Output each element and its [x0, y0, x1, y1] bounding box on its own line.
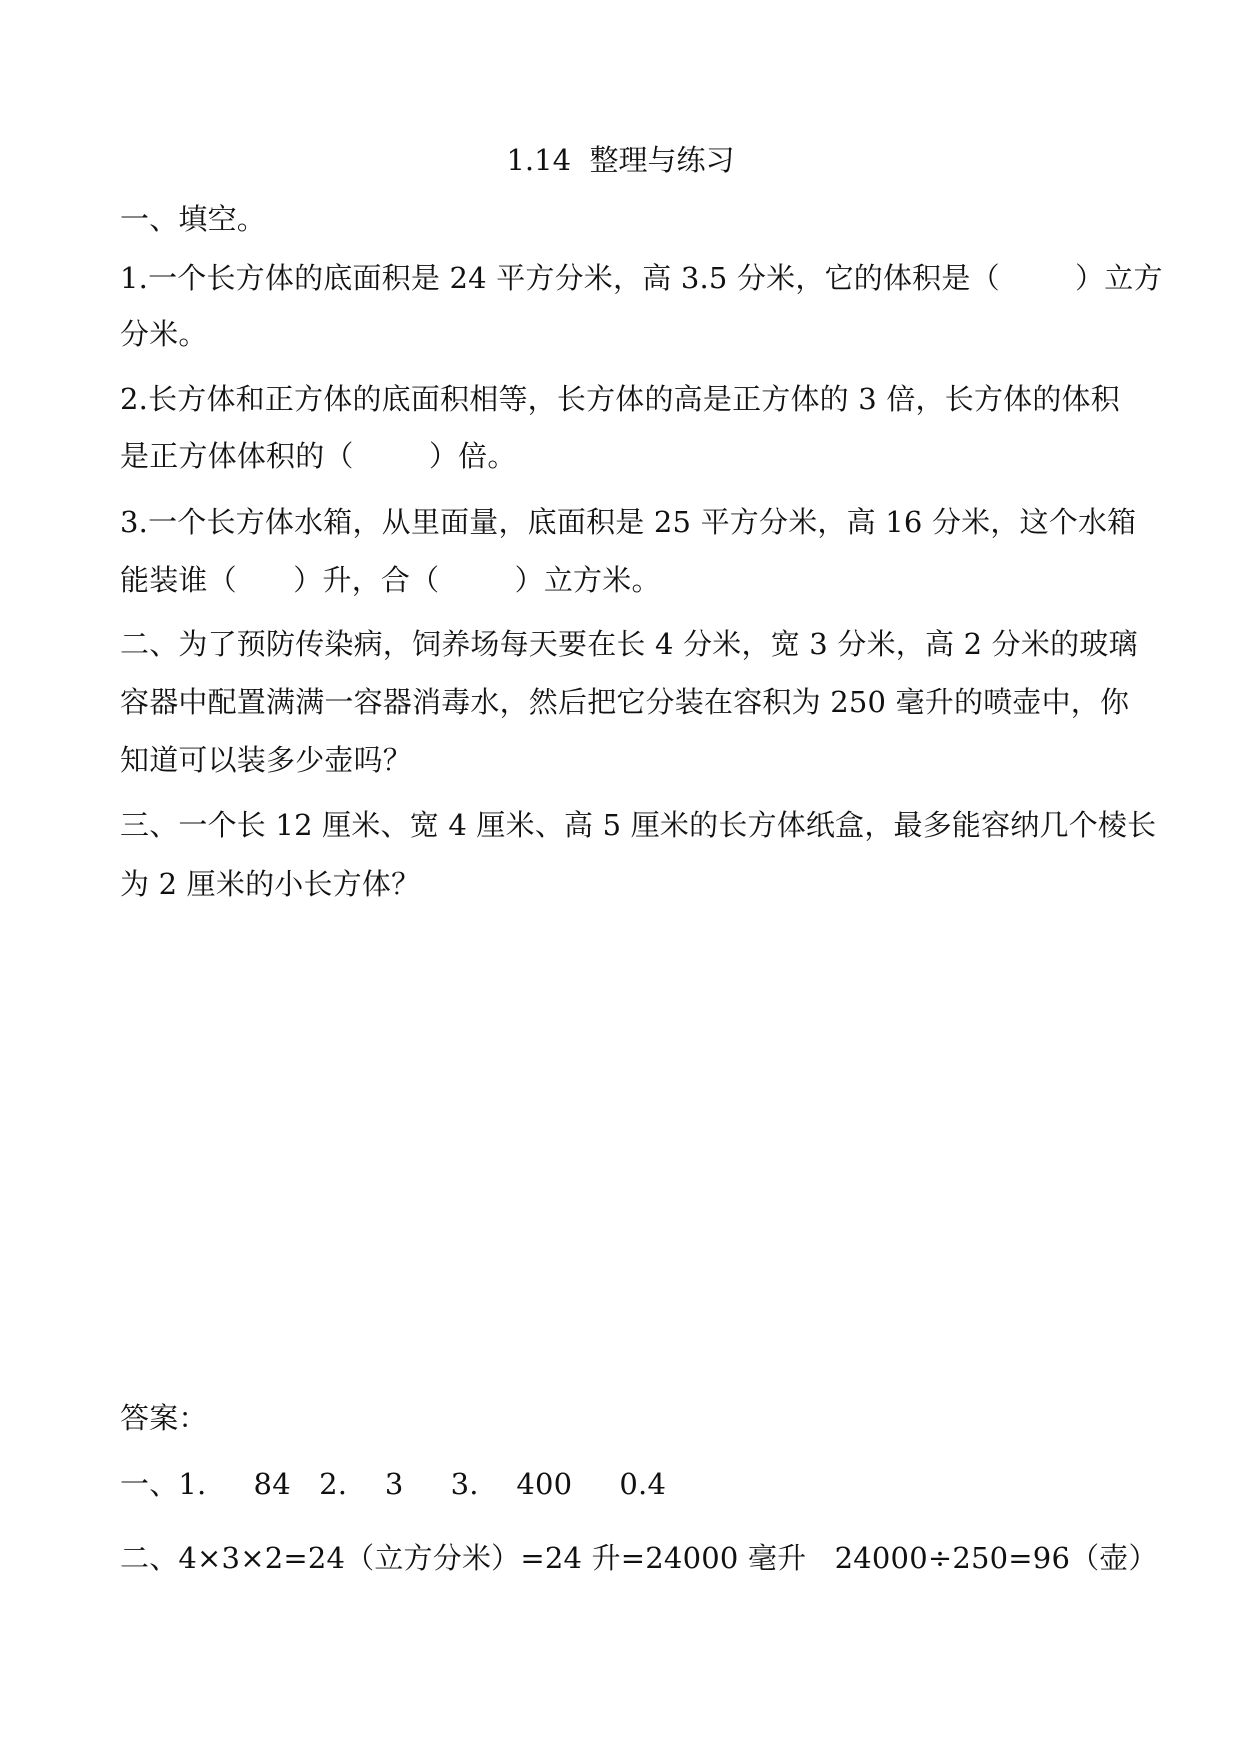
section-2-line-3: 知道可以装多少壶吗？ — [120, 743, 413, 777]
answers-line-2: 二、4×3×2=24（立方分米）=24 升=24000 毫升 24000÷250=96（壶） — [120, 1541, 1158, 1575]
section-1-heading: 一、填空。 — [120, 202, 267, 236]
question-3-line-2: 能装谁（ ）升，合（ ）立方米。 — [120, 563, 661, 597]
answers-line-1: 一、1. 84 2. 3 3. 400 0.4 — [120, 1467, 667, 1501]
section-3-line-2: 为 2 厘米的小长方体？ — [120, 867, 421, 901]
answers-heading: 答案： — [120, 1401, 208, 1435]
section-2-line-2: 容器中配置满满一容器消毒水，然后把它分装在容积为 250 毫升的喷壶中，你 — [120, 685, 1130, 719]
question-2-line-2: 是正方体体积的（ ）倍。 — [120, 439, 517, 473]
section-2-line-1: 二、为了预防传染病，饲养场每天要在长 4 分米，宽 3 分米，高 2 分米的玻璃 — [120, 627, 1138, 661]
question-2-line-1: 2.长方体和正方体的底面积相等，长方体的高是正方体的 3 倍，长方体的体积 — [120, 382, 1120, 416]
question-1-line-1: 1.一个长方体的底面积是 24 平方分米，高 3.5 分米，它的体积是（ ）立方 — [120, 261, 1163, 295]
page-title: 1.14 整理与练习 — [506, 143, 735, 177]
question-1-line-2: 分米。 — [120, 317, 208, 351]
section-3-line-1: 三、一个长 12 厘米、宽 4 厘米、高 5 厘米的长方体纸盒，最多能容纳几个棱长 — [120, 808, 1157, 842]
question-3-line-1: 3.一个长方体水箱，从里面量，底面积是 25 平方分米，高 16 分米，这个水箱 — [120, 505, 1137, 539]
